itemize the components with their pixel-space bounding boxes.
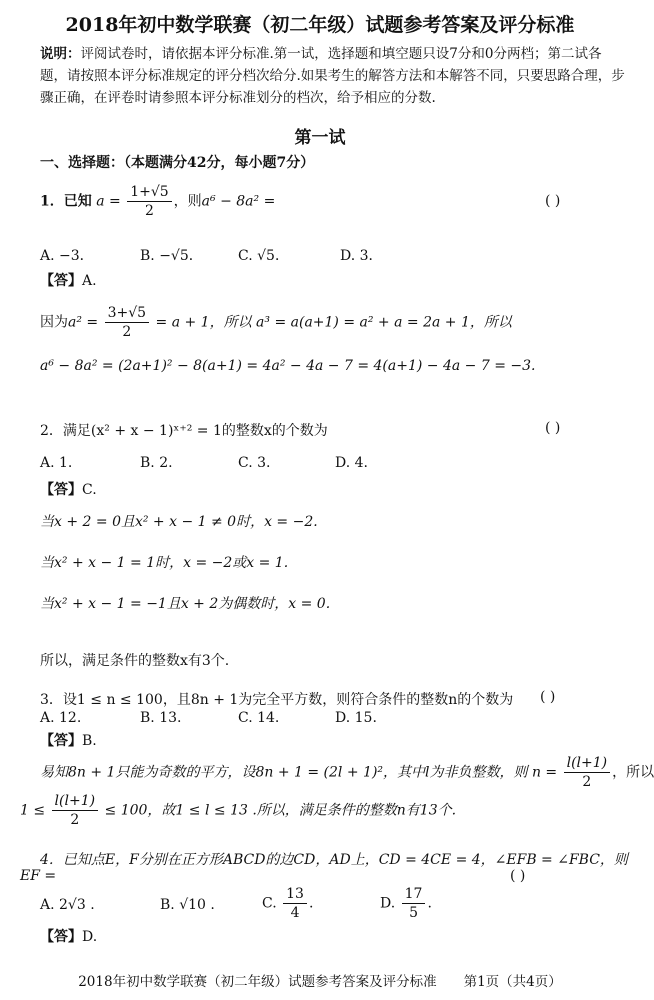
- q1-option-b: B. −√5．: [140, 248, 203, 264]
- q1-sol1-num: 3+√5: [105, 304, 149, 323]
- q1-a-eq: a =: [96, 193, 121, 210]
- q1-sol1-pre: 因为: [40, 314, 68, 331]
- q2-answer-label: 【答】: [40, 482, 82, 498]
- grading-note: [40, 43, 625, 109]
- q4-opt-c-num: 13: [283, 885, 307, 904]
- q4-answer-value: D.: [82, 929, 98, 945]
- note-label: 说明：: [40, 46, 81, 62]
- q4-opt-d-den: 5: [409, 905, 419, 921]
- q4-option-b: B. √10 .: [160, 897, 215, 913]
- q1-solution-line1: [40, 304, 512, 341]
- q4-option-c-fraction: [283, 885, 307, 922]
- part-heading: 一、选择题：（本题满分42分，每小题7分）: [40, 155, 315, 171]
- q1-option-c: C. √5．: [238, 248, 289, 264]
- q3-sol1-den: 2: [582, 774, 592, 790]
- q1-expr: a⁶ − 8a² =: [201, 193, 276, 210]
- q3-sol2-post: ≤ 100，故1 ≤ l ≤ 13 .所以，满足条件的整数n有13个.: [104, 802, 457, 819]
- q4-answer: [40, 926, 97, 946]
- q2-answer: [40, 479, 97, 499]
- q2-option-c: C. 3.: [238, 455, 271, 471]
- q3-sol2-pre: 1 ≤: [20, 802, 46, 819]
- q1-frac-num: 1+√5: [127, 183, 171, 202]
- q1-answer-value: A.: [82, 273, 97, 289]
- q4-opt-d-num: 17: [402, 885, 426, 904]
- q1-sol1-lhs: a² =: [68, 314, 99, 331]
- q3-solution-line2: [20, 792, 456, 829]
- q3-sol1-pre: 易知8n + 1只能为奇数的平方，设8n + 1 = (2l + 1)²，其中l为非负整数，则 n =: [40, 764, 558, 781]
- q4-option-c-label: C.: [262, 895, 277, 912]
- q3-sol1-fraction: [564, 754, 611, 791]
- q3-sol2-num: l(l+1): [52, 792, 99, 811]
- q2-solution-line1: 当x + 2 = 0且x² + x − 1 ≠ 0时，x = −2.: [40, 514, 318, 530]
- section-title: 第一试: [294, 128, 346, 148]
- q1-option-d: D. 3．: [340, 248, 383, 264]
- q3-option-c: C. 14.: [238, 710, 280, 726]
- q4-option-c: C. $\frac{13}{4}$ .: [262, 886, 314, 921]
- q3-option-a: A. 12.: [40, 710, 82, 726]
- q2-option-d: D. 4.: [335, 455, 368, 471]
- q1-sol1-mid: = a + 1，所以: [155, 314, 252, 331]
- q4-stem-line2: EF =: [20, 868, 57, 884]
- q1-sol1-den: 2: [122, 324, 132, 340]
- q3-answer-paren: ( ): [540, 689, 556, 705]
- q2-solution-line3: 当x² + x − 1 = −1且x + 2为偶数时，x = 0.: [40, 596, 331, 612]
- page-footer: 2018年初中数学联赛（初二年级）试题参考答案及评分标准 第1页（共4页）: [78, 974, 562, 990]
- q3-option-d: D. 15.: [335, 710, 377, 726]
- q2-solution-line4: 所以，满足条件的整数x有3个.: [40, 653, 230, 669]
- q1-option-a: A. −3．: [40, 248, 94, 264]
- q4-option-d-fraction: [402, 885, 426, 922]
- q2-option-b: B. 2.: [140, 455, 173, 471]
- q1-fraction: [127, 183, 171, 220]
- q2-answer-paren: ( ): [545, 420, 561, 436]
- q2-solution-line2: 当x² + x − 1 = 1时，x = −2或x = 1.: [40, 555, 289, 571]
- note-text: 评阅试卷时，请依据本评分标准.第一试，选择题和填空题只设7分和0分两档；第二试各题，请按照本评分标准规定的评分档次给分.如果考生的解答方法和本解答不同，只要思路合理，步骤正确，在评卷时请参照本评分标准划分的档次，给予相应的分数.: [40, 46, 625, 106]
- q2-stem: 2．满足(x² + x − 1)ˣ⁺² = 1的整数x的个数为: [40, 423, 328, 439]
- q3-stem: 3．设1 ≤ n ≤ 100，且8n + 1为完全平方数，则符合条件的整数n的个数为: [40, 692, 514, 708]
- q4-answer-paren: ( ): [510, 868, 526, 884]
- q1-sol1-fraction: [105, 304, 149, 341]
- q3-solution-line1: [40, 754, 654, 791]
- q1-answer-paren: ( ): [545, 193, 561, 209]
- q1-stem-pre: 1．已知: [40, 193, 92, 210]
- q3-sol1-post: ，所以: [612, 764, 654, 781]
- document-title: 2018年初中数学联赛（初二年级）试题参考答案及评分标准: [65, 14, 575, 36]
- q3-sol1-num: l(l+1): [564, 754, 611, 773]
- q1-answer: [40, 270, 97, 290]
- q3-sol2-fraction: [52, 792, 99, 829]
- q1-sol1-rest: a³ = a(a+1) = a² + a = 2a + 1，所以: [256, 314, 512, 331]
- q1-frac-den: 2: [144, 203, 154, 219]
- q3-answer-label: 【答】: [40, 733, 82, 749]
- q3-answer-value: B.: [82, 733, 97, 749]
- q4-opt-c-den: 4: [290, 905, 300, 921]
- q3-sol2-den: 2: [70, 812, 80, 828]
- q1-answer-label: 【答】: [40, 273, 82, 289]
- q1-solution-line2: a⁶ − 8a² = (2a+1)² − 8(a+1) = 4a² − 4a − 7 = 4(a+1) − 4a − 7 = −3.: [40, 358, 536, 374]
- q4-option-d-label: D.: [380, 895, 396, 912]
- q4-stem-line1: 4．已知点E，F分别在正方形ABCD的边CD，AD上，CD = 4CE = 4，∠EFB = ∠FBC，则: [40, 852, 628, 868]
- q3-option-b: B. 13.: [140, 710, 182, 726]
- q2-option-a: A. 1.: [40, 455, 73, 471]
- q4-option-a: A. 2√3 .: [40, 897, 95, 913]
- q3-answer: [40, 730, 97, 750]
- q4-answer-label: 【答】: [40, 929, 82, 945]
- q4-option-d: D. $\frac{17}{5}$ .: [380, 886, 432, 921]
- q1-stem: [40, 183, 275, 220]
- q2-answer-value: C.: [82, 482, 97, 498]
- q1-stem-post: ，则: [173, 193, 202, 210]
